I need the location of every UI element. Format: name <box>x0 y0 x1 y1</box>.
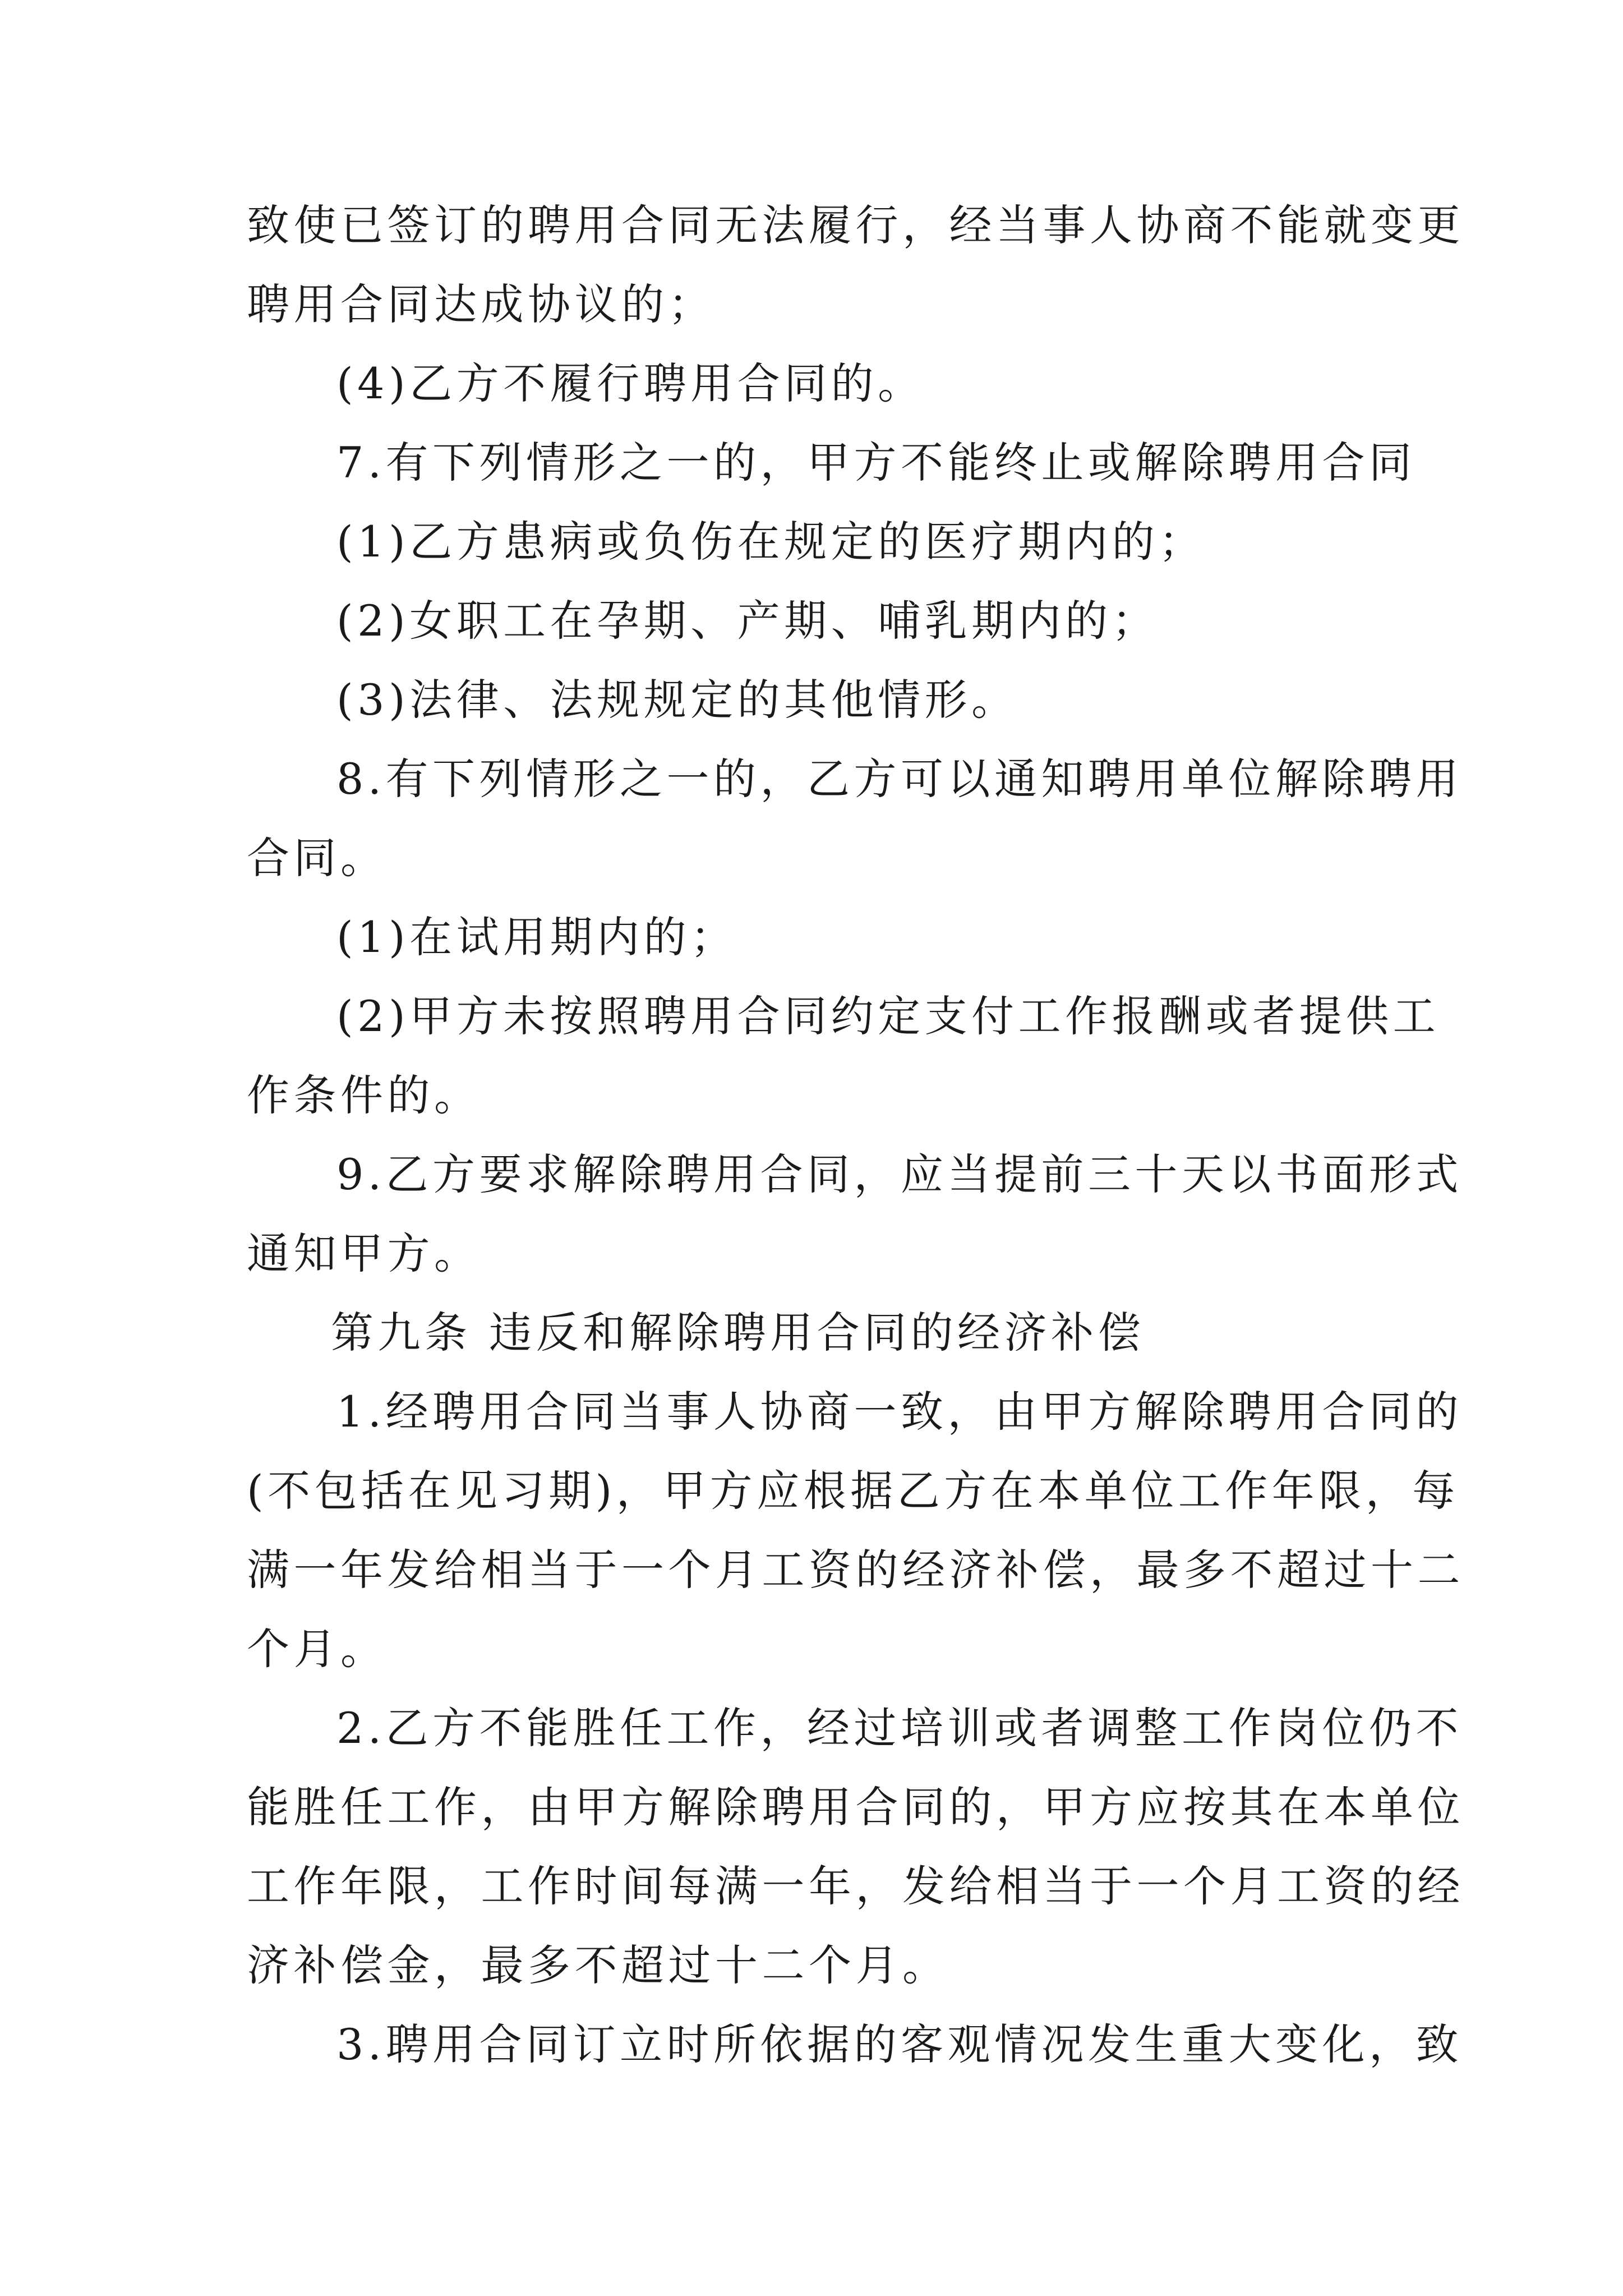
text-line-4: 7.有下列情形之一的，甲方不能终止或解除聘用合同 <box>336 438 1416 487</box>
text-line-13: 9.乙方要求解除聘用合同，应当提前三十天以书面形式 <box>336 1149 1463 1199</box>
text-line-3: (4)乙方不履行聘用合同的。 <box>336 358 925 408</box>
text-line-11: (2)甲方未按照聘用合同约定支付工作报酬或者提供工 <box>336 991 1440 1041</box>
text-line-16: 1.经聘用合同当事人协商一致，由甲方解除聘用合同的 <box>336 1387 1463 1437</box>
text-line-19: 个月。 <box>247 1624 388 1674</box>
text-line-24: 3.聘用合同订立时所依据的客观情况发生重大变化，致 <box>336 2019 1463 2069</box>
text-line-2: 聘用合同达成协议的； <box>247 279 715 329</box>
text-line-8: 8.有下列情形之一的，乙方可以通知聘用单位解除聘用 <box>336 754 1463 804</box>
text-line-20: 2.乙方不能胜任工作，经过培训或者调整工作岗位仍不 <box>336 1703 1463 1753</box>
text-line-9: 合同。 <box>247 833 388 883</box>
text-line-23: 济补偿金，最多不超过十二个月。 <box>247 1940 949 1990</box>
text-line-22: 工作年限，工作时间每满一年，发给相当于一个月工资的经 <box>247 1861 1464 1911</box>
section-heading: 第九条 违反和解除聘用合同的经济补偿 <box>331 1308 1145 1358</box>
text-line-6: (2)女职工在孕期、产期、哺乳期内的； <box>336 596 1159 646</box>
text-line-7: (3)法律、法规规定的其他情形。 <box>336 675 1018 725</box>
text-line-5: (1)乙方患病或负伤在规定的医疗期内的； <box>336 517 1206 567</box>
text-line-1: 致使已签订的聘用合同无法履行，经当事人协商不能就变更 <box>247 200 1464 250</box>
text-line-10: (1)在试用期内的； <box>336 912 737 962</box>
text-line-17: (不包括在见习期)，甲方应根据乙方在本单位工作年限，每 <box>247 1466 1459 1516</box>
text-line-14: 通知甲方。 <box>247 1228 481 1278</box>
text-line-18: 满一年发给相当于一个月工资的经济补偿，最多不超过十二 <box>247 1545 1464 1595</box>
text-line-21: 能胜任工作，由甲方解除聘用合同的，甲方应按其在本单位 <box>247 1782 1464 1832</box>
text-line-12: 作条件的。 <box>247 1070 481 1120</box>
